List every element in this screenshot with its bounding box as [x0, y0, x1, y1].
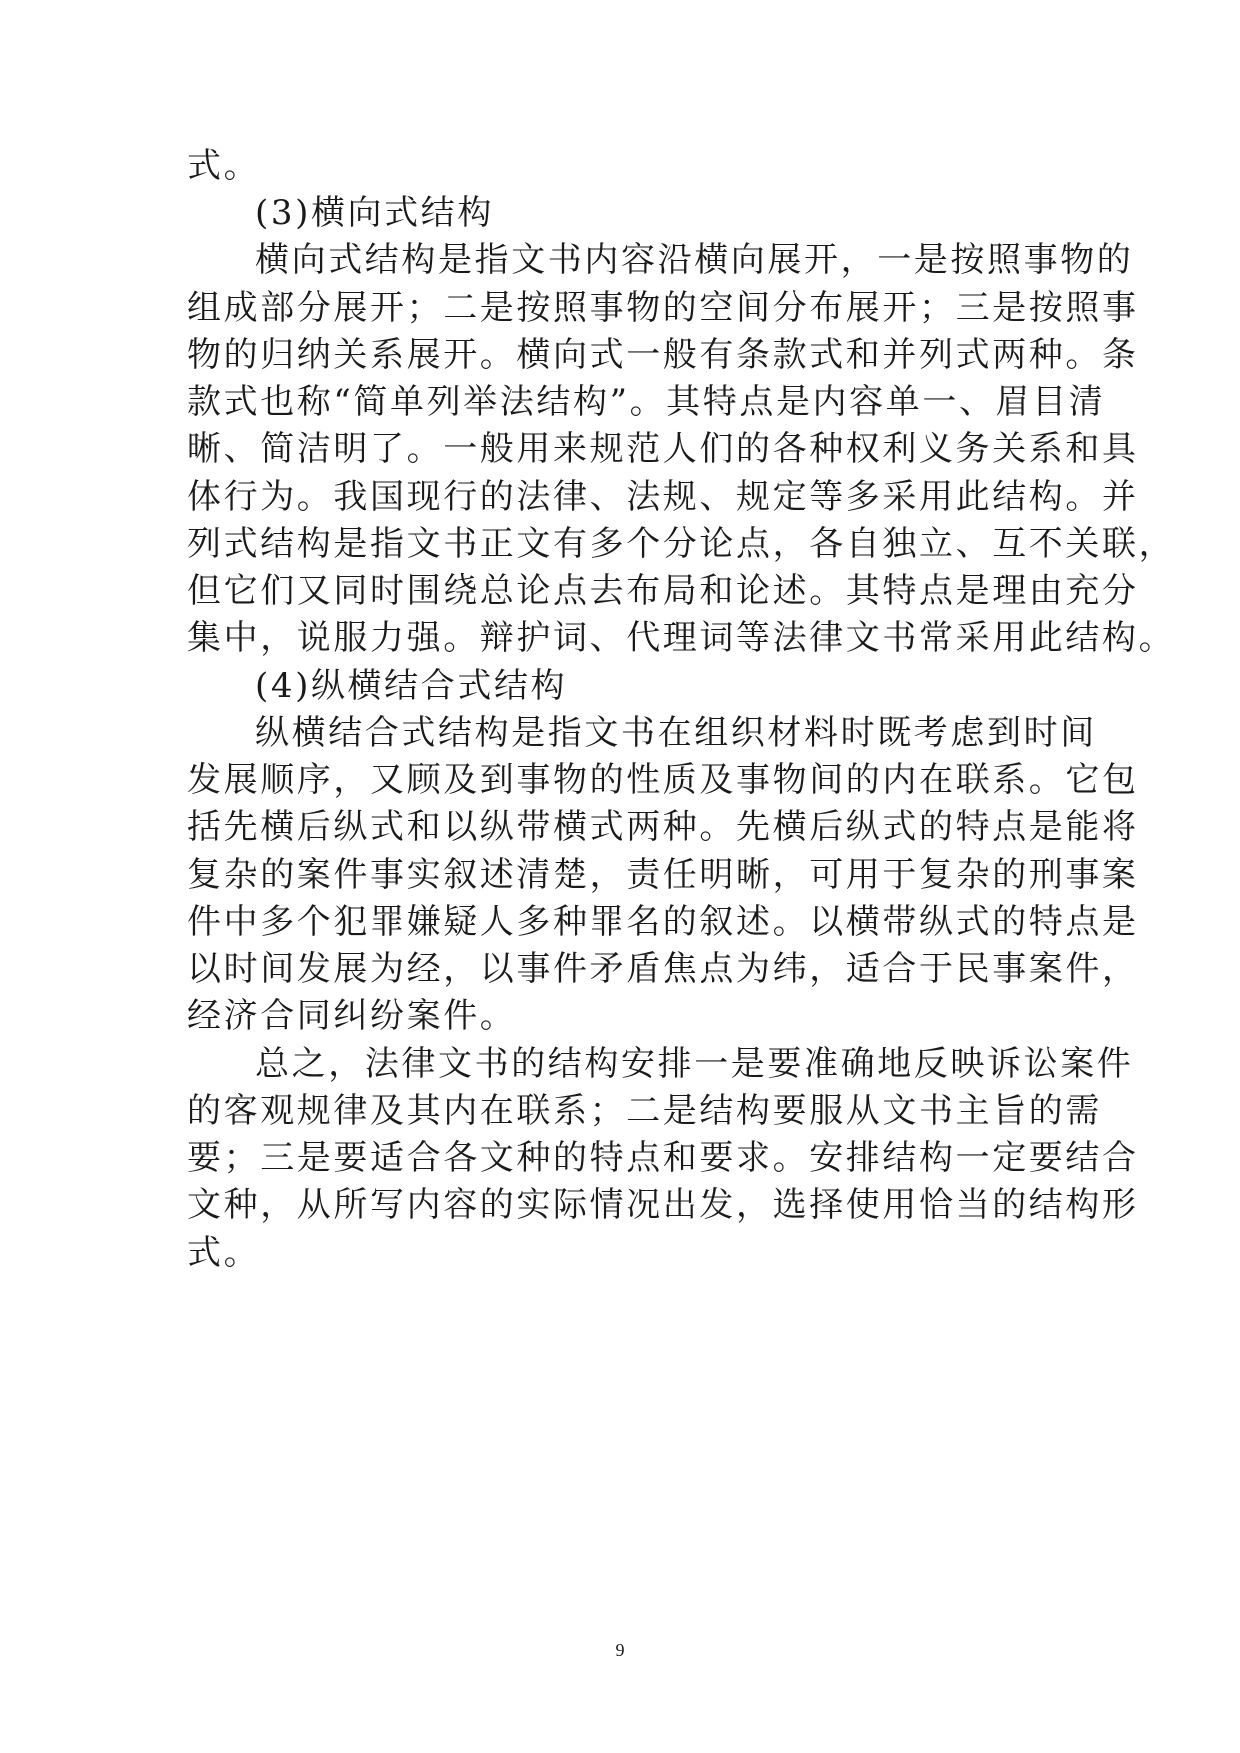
text-line: 式。 [187, 146, 261, 186]
text-line: 总之，法律文书的结构安排一是要准确地反映诉讼案件 [255, 1044, 1134, 1084]
text-line: 文种，从所写内容的实际情况出发，选择使用恰当的结构形 [187, 1185, 1139, 1225]
text-line: 式。 [187, 1233, 261, 1273]
text-line: 经济合同纠纷案件。 [187, 996, 517, 1036]
text-line: 件中多个犯罪嫌疑人多种罪名的叙述。以横带纵式的特点是 [187, 902, 1139, 942]
text-line: 纵横结合式结构是指文书在组织材料时既考虑到时间 [255, 713, 1097, 753]
text-line: 括先横后纵式和以纵带横式两种。先横后纵式的特点是能将 [187, 807, 1139, 847]
section-heading: (3)横向式结构 [255, 193, 494, 233]
text-line: 发展顺序，又顾及到事物的性质及事物间的内在联系。它包 [187, 760, 1139, 800]
text-line: 晰、简洁明了。一般用来规范人们的各种权利义务关系和具 [187, 429, 1139, 469]
text-line: 以时间发展为经，以事件矛盾焦点为纬，适合于民事案件， [187, 949, 1139, 989]
page-number: 9 [615, 1640, 625, 1660]
text-line: 体行为。我国现行的法律、法规、规定等多采用此结构。并 [187, 477, 1139, 517]
text-line: 列式结构是指文书正文有多个分论点，各自独立、互不关联， [187, 524, 1176, 564]
text-line: 但它们又同时围绕总论点去布局和论述。其特点是理由充分 [187, 571, 1139, 611]
text-line: 的客观规律及其内在联系；二是结构要服从文书主旨的需 [187, 1091, 1102, 1131]
text-line: 要；三是要适合各文种的特点和要求。安排结构一定要结合 [187, 1138, 1139, 1178]
section-heading: (4)纵横结合式结构 [255, 666, 568, 706]
text-line: 复杂的案件事实叙述清楚，责任明晰，可用于复杂的刑事案 [187, 855, 1139, 895]
text-line: 集中，说服力强。辩护词、代理词等法律文书常采用此结构。 [187, 618, 1176, 658]
text-line: 物的归纳关系展开。横向式一般有条款式和并列式两种。条 [187, 335, 1139, 375]
text-line: 组成部分展开；二是按照事物的空间分布展开；三是按照事 [187, 288, 1139, 328]
text-line: 横向式结构是指文书内容沿横向展开，一是按照事物的 [255, 240, 1134, 280]
text-line: 款式也称“简单列举法结构”。其特点是内容单一、眉目清 [187, 382, 1106, 422]
